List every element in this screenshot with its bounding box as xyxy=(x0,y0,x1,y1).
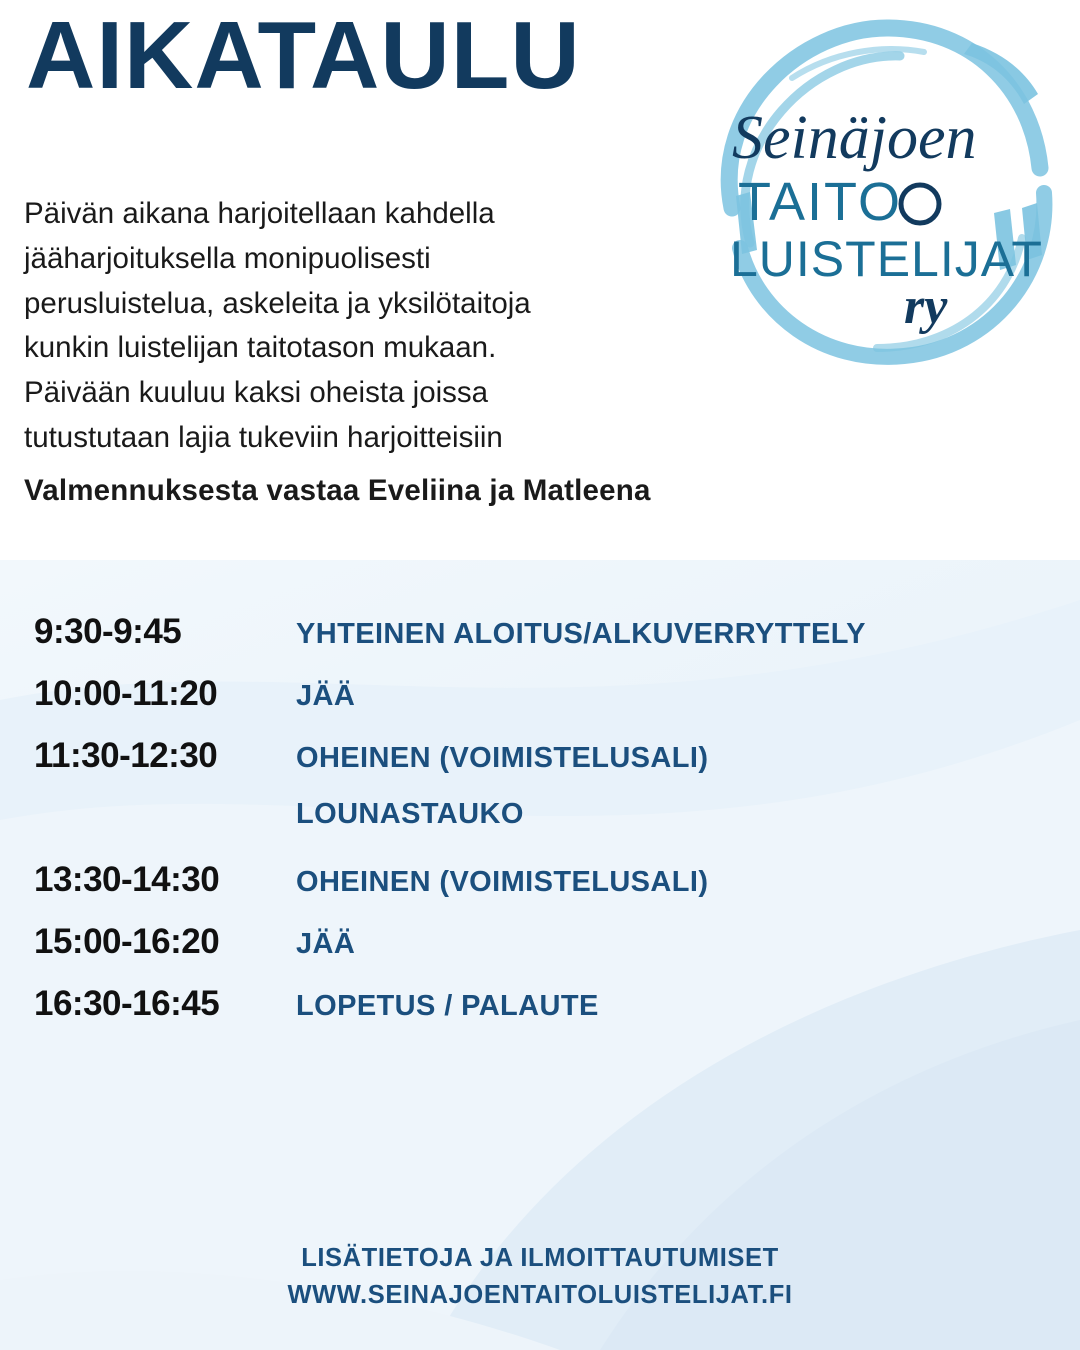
schedule-activity: LOUNASTAUKO xyxy=(296,798,524,830)
intro-line: perusluistelua, askeleita ja yksilötaitoja xyxy=(24,286,531,320)
intro-line: tutustutaan lajia tukeviin harjoitteisiin xyxy=(24,421,503,455)
schedule-time: 16:30-16:45 xyxy=(34,984,220,1023)
schedule-row xyxy=(0,984,1080,1046)
footer-info-line: LISÄTIETOJA JA ILMOITTAUTUMISET xyxy=(301,1244,779,1272)
schedule-time: 9:30-9:45 xyxy=(34,612,182,651)
schedule-activity: JÄÄ xyxy=(296,928,356,960)
intro-line: kunkin luistelijan taitotason mukaan. xyxy=(24,331,497,365)
schedule-row xyxy=(0,612,1080,674)
schedule-time: 11:30-12:30 xyxy=(34,736,218,775)
page-title: AIKATAULU xyxy=(26,2,581,109)
logo-script-text: Seinäjoen xyxy=(732,104,977,172)
intro-line: Päivän aikana harjoitellaan kahdella xyxy=(24,197,495,230)
intro-line: Päivään kuuluu kaksi oheista joissa xyxy=(24,376,489,410)
schedule-time: 10:00-11:20 xyxy=(34,674,218,713)
intro-line: jääharjoituksella monipuolisesti xyxy=(24,241,431,275)
logo-line2: LUISTELIJAT xyxy=(730,231,1043,287)
schedule-list xyxy=(0,612,1080,1046)
schedule-activity: OHEINEN (VOIMISTELUSALI) xyxy=(296,742,709,774)
logo-suffix: ry xyxy=(904,278,948,335)
schedule-activity: YHTEINEN ALOITUS/ALKUVERRYTTELY xyxy=(296,618,866,650)
schedule-activity: JÄÄ xyxy=(296,680,356,712)
schedule-row xyxy=(0,922,1080,984)
schedule-row xyxy=(0,860,1080,922)
schedule-activity: OHEINEN (VOIMISTELUSALI) xyxy=(296,866,709,898)
schedule-time: 15:00-16:20 xyxy=(34,922,220,961)
logo-line1: TAITO xyxy=(738,172,903,232)
schedule-row-lunch xyxy=(0,798,1080,860)
footer xyxy=(0,1240,1080,1314)
club-logo xyxy=(672,8,1062,378)
footer-website[interactable]: WWW.SEINAJOENTAITOLUISTELIJAT.FI xyxy=(287,1280,793,1309)
coach-line: Valmennuksesta vastaa Eveliina ja Matleena xyxy=(24,473,651,507)
schedule-row xyxy=(0,736,1080,798)
schedule-time: 13:30-14:30 xyxy=(34,860,220,899)
intro-text xyxy=(24,192,724,514)
schedule-activity: LOPETUS / PALAUTE xyxy=(296,990,599,1022)
schedule-row xyxy=(0,674,1080,736)
